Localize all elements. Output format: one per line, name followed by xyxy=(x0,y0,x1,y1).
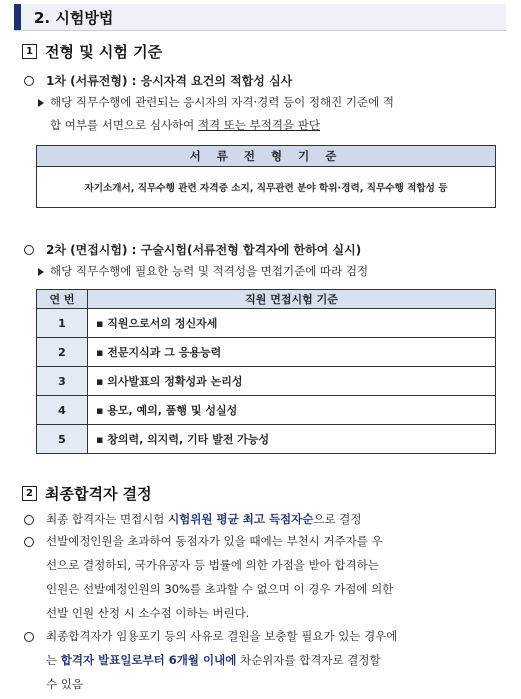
circle-bullet-icon xyxy=(24,245,34,255)
final-b3-line2-pre: 는 xyxy=(46,653,61,667)
triangle-bullet-icon xyxy=(38,99,44,107)
bullet1-line2-underline: 적격 또는 부적격을 판단 xyxy=(197,118,320,132)
table-row xyxy=(37,395,495,424)
circle-bullet-icon xyxy=(24,632,34,642)
part1-number-box: 1 xyxy=(22,44,37,59)
final-b3-line3: 수 있음 xyxy=(46,677,83,691)
circle-bullet-icon xyxy=(24,515,34,525)
table-row-text: ▪ 용모, 예의, 품행 및 성실성 xyxy=(96,404,238,417)
final-b2-line3: 인원은 선발예정인원의 30%를 초과할 수 없으며 이 경우 가점에 의한 xyxy=(46,582,394,596)
table-row-text: ▪ 창의력, 의지력, 기타 발전 가능성 xyxy=(96,433,270,446)
table-row xyxy=(37,424,495,453)
final-b1-post: 으로 결정 xyxy=(313,512,362,526)
item2-title: 2차 (면접시험) : 구술시험(서류전형 합격자에 한하여 실시) xyxy=(46,243,362,257)
bullet1-line2 xyxy=(50,117,320,133)
part2-number-box: 2 xyxy=(22,486,37,501)
final-b3-line2-post: 차순위자를 합격자로 결정할 xyxy=(236,653,381,667)
final-b1-pre: 최종 합격자는 면접시험 xyxy=(46,512,169,526)
document-screening-table-header: 서 류 전 형 기 준 xyxy=(37,146,495,167)
interview-table-col-no: 연 번 xyxy=(37,290,88,308)
final-b3-highlight: 합격자 발표일로부터 6개월 이내에 xyxy=(60,653,237,667)
table-row xyxy=(37,308,495,337)
table-row-number: 1 xyxy=(37,309,88,337)
item1-title: 1차 (서류전형) : 응시자격 요건의 적합성 심사 xyxy=(46,74,293,88)
section-header xyxy=(14,4,506,31)
part2-heading xyxy=(22,483,152,504)
table-row-number: 3 xyxy=(37,367,88,395)
circle-bullet-icon xyxy=(24,537,34,547)
table-row-number: 5 xyxy=(37,425,88,453)
table-row-text: ▪ 직원으로서의 정신자세 xyxy=(96,317,218,330)
part2-title: 최종합격자 결정 xyxy=(45,485,152,503)
table-row-text: ▪ 의사발표의 정확성과 논리성 xyxy=(96,375,243,388)
document-screening-table-body: 자기소개서, 직무수행 관련 자격증 소지, 직무관련 분야 학위·경력, 직무수행 적합성 등 xyxy=(84,183,448,194)
table-row xyxy=(37,366,495,395)
section-title: 2. 시험방법 xyxy=(34,9,114,27)
final-b2-line1: 선발예정인원을 초과하여 동점자가 있을 때에는 부천시 거주자를 우 xyxy=(46,534,383,548)
bullet2-line1: 해당 직무수행에 필요한 능력 및 적격성을 면접기준에 따라 검정 xyxy=(50,264,369,278)
interview-table-col-criteria: 직원 면접시험 기준 xyxy=(245,293,338,306)
table-row-text: ▪ 전문지식과 그 응용능력 xyxy=(96,346,222,359)
bullet1-line1: 해당 직무수행에 관련되는 응시자의 자격·경력 등이 정해진 기준에 적 xyxy=(50,95,394,109)
part1-title: 전형 및 시험 기준 xyxy=(45,43,163,61)
final-b3-line1: 최종합격자가 임용포기 등의 사유로 결원을 보충할 필요가 있는 경우에 xyxy=(46,629,398,643)
final-b1-highlight: 시험위원 평균 최고 득점자순 xyxy=(168,512,314,526)
circle-bullet-icon xyxy=(24,76,34,86)
interview-table-header-row xyxy=(37,290,495,308)
document-screening-table xyxy=(36,145,496,208)
final-b2-line2: 선으로 결정하되, 국가유공자 등 법률에 의한 가점을 받아 합격하는 xyxy=(46,558,379,572)
section-header-bar xyxy=(14,4,21,30)
table-row-number: 4 xyxy=(37,396,88,424)
table-row xyxy=(37,337,495,366)
final-b1 xyxy=(46,511,361,527)
final-b3-line2 xyxy=(46,652,381,668)
part1-heading xyxy=(22,41,162,62)
interview-criteria-table xyxy=(36,289,496,454)
bullet1-line2-text: 합 여부를 서면으로 심사하여 xyxy=(50,118,198,132)
final-b2-line4: 선발 인원 산정 시 소수점 이하는 버린다. xyxy=(46,606,250,620)
triangle-bullet-icon xyxy=(38,268,44,276)
table-row-number: 2 xyxy=(37,338,88,366)
